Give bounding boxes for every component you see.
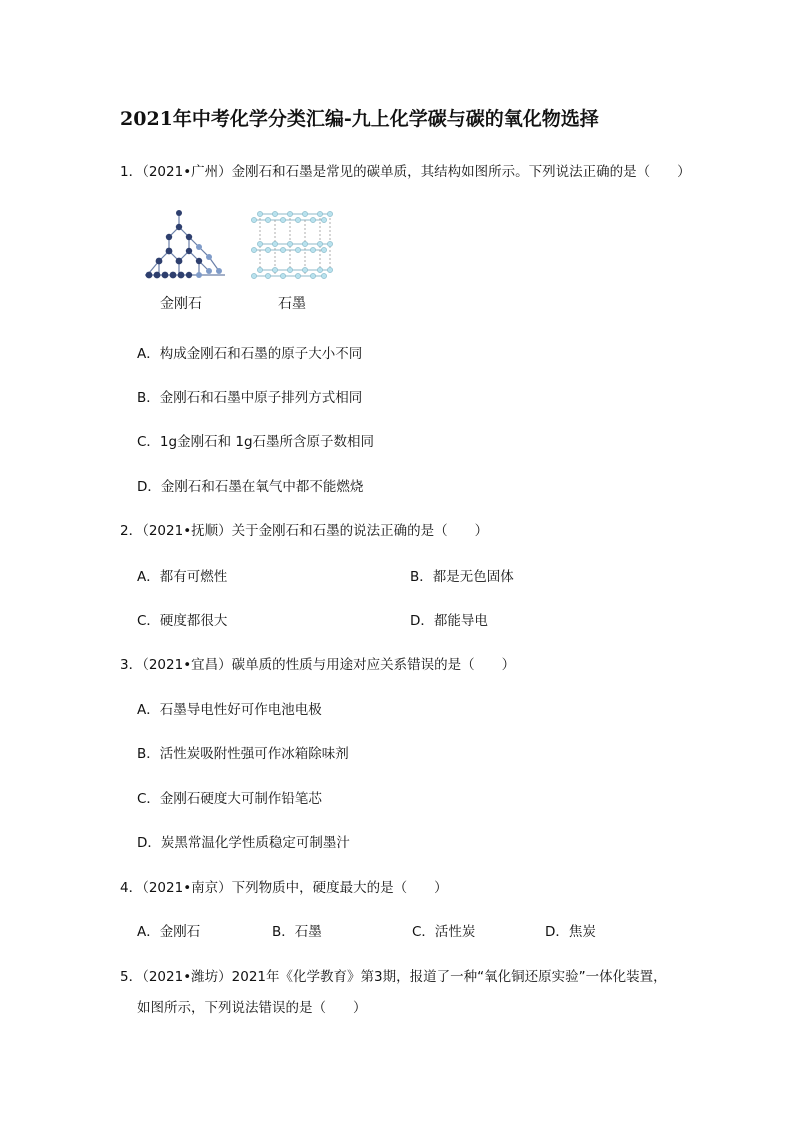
question-5-stem-line-1: 5．（2021•潍坊）2021年《化学教育》第3期，报道了一种“氧化铜还原实验”一体化装置， <box>120 969 667 985</box>
question-3-option-a: A．石墨导电性好可作电池电极 <box>137 702 322 718</box>
question-3-option-d: D．炭黑常温化学性质稳定可制墨汁 <box>137 835 350 851</box>
question-4-option-a: A．金刚石 <box>137 924 201 940</box>
question-3-option-b: B．活性炭吸附性强可作冰箱除味剂 <box>137 746 349 762</box>
question-1-option-d: D．金刚石和石墨在氧气中都不能燃烧 <box>137 479 364 495</box>
diamond-structure-image <box>137 205 232 285</box>
question-1-option-a: A．构成金刚石和石墨的原子大小不同 <box>137 346 363 362</box>
question-4-option-b: B．石墨 <box>272 924 322 940</box>
question-2-option-c: C．硬度都很大 <box>137 613 228 629</box>
question-4-option-c: C．活性炭 <box>412 924 476 940</box>
question-3-option-c: C．金刚石硬度大可制作铅笔芯 <box>137 791 322 807</box>
question-5-stem-line-2: 如图所示，下列说法错误的是（ ） <box>137 1000 367 1016</box>
question-3-stem: 3．（2021•宜昌）碳单质的性质与用途对应关系错误的是（ ） <box>120 657 516 673</box>
question-2-stem: 2．（2021•抚顺）关于金刚石和石墨的说法正确的是（ ） <box>120 523 489 539</box>
question-2-option-b: B．都是无色固体 <box>410 569 514 585</box>
caption-diamond: 金刚石 <box>160 296 202 312</box>
question-1-option-b: B．金刚石和石墨中原子排列方式相同 <box>137 390 363 406</box>
question-1-stem: 1．（2021•广州）金刚石和石墨是常见的碳单质，其结构如图所示。下列说法正确的是（ ） <box>120 164 691 180</box>
graphite-structure-image <box>250 208 340 283</box>
question-4-stem: 4．（2021•南京）下列物质中，硬度最大的是（ ） <box>120 880 448 896</box>
page-title: 2021年中考化学分类汇编-九上化学碳与碳的氧化物选择 <box>120 108 599 130</box>
question-4-option-d: D．焦炭 <box>545 924 596 940</box>
question-2-option-a: A．都有可燃性 <box>137 569 228 585</box>
question-2-option-d: D．都能导电 <box>410 613 488 629</box>
caption-graphite: 石墨 <box>278 296 306 312</box>
question-1-option-c: C．1g金刚石和 1g石墨所含原子数相同 <box>137 434 375 450</box>
